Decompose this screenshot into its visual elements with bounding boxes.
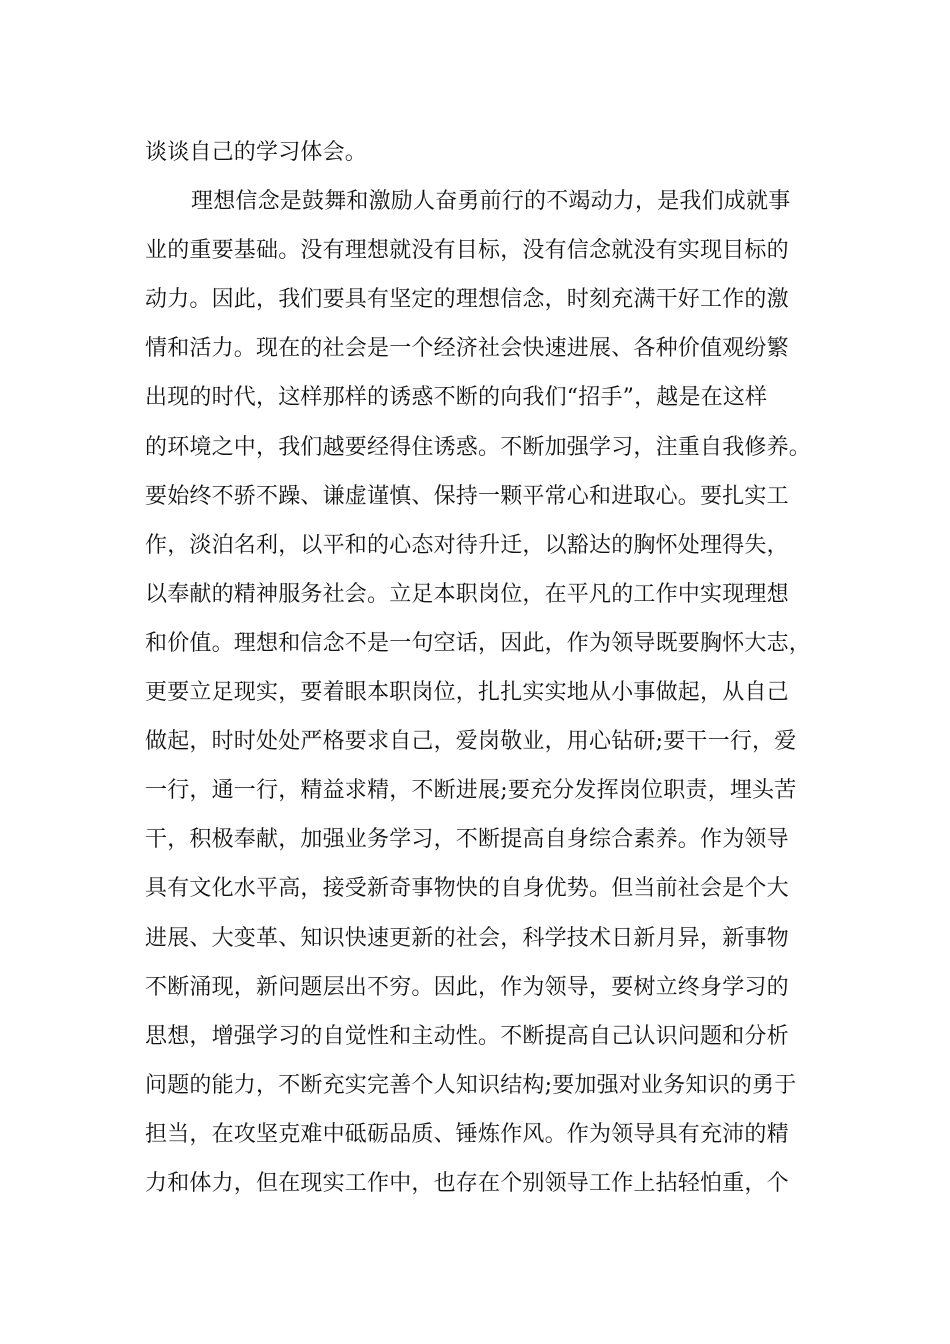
text-line: 不断涌现，新问题层出不穷。因此，作为领导，要树立终身学习的 xyxy=(145,974,789,1000)
text-line: 做起，时时处处严格要求自己，爱岗敬业，用心钻研;要干一行，爱 xyxy=(145,729,797,755)
text-line: 要始终不骄不躁、谦虚谨慎、保持一颗平常心和进取心。要扎实工 xyxy=(145,483,789,509)
text-line: 的环境之中，我们越要经得住诱惑。不断加强学习，注重自我修养。 xyxy=(145,434,812,460)
text-line: 进展、大变革、知识快速更新的社会，科学技术日新月异，新事物 xyxy=(145,925,789,951)
text-line: 和价值。理想和信念不是一句空话，因此，作为领导既要胸怀大志， xyxy=(145,630,812,656)
text-line: 出现的时代，这样那样的诱惑不断的向我们“招手”，越是在这样 xyxy=(145,385,768,411)
body-text xyxy=(145,128,835,1208)
paragraph-start-line: 理想信念是鼓舞和激励人奋勇前行的不竭动力，是我们成就事 xyxy=(191,189,791,215)
text-line: 更要立足现实，要着眼本职岗位，扎扎实实地从小事做起，从自己 xyxy=(145,680,789,706)
text-line: 问题的能力，不断充实完善个人知识结构;要加强对业务知识的勇于 xyxy=(145,1072,797,1098)
text-line: 情和活力。现在的社会是一个经济社会快速进展、各种价值观纷繁 xyxy=(145,336,789,362)
text-line: 一行，通一行，精益求精，不断进展;要充分发挥岗位职责，埋头苦 xyxy=(145,778,797,804)
text-line: 谈谈自己的学习体会。 xyxy=(145,140,368,165)
text-line: 以奉献的精神服务社会。立足本职岗位，在平凡的工作中实现理想 xyxy=(145,581,789,607)
text-line: 业的重要基础。没有理想就没有目标，没有信念就没有实现目标的 xyxy=(145,238,789,264)
text-line: 力和体力，但在现实工作中，也存在个别领导工作上拈轻怕重，个 xyxy=(145,1170,789,1196)
text-line: 担当，在攻坚克难中砥砺品质、锤炼作风。作为领导具有充沛的精 xyxy=(145,1121,789,1147)
text-line: 干，积极奉献，加强业务学习，不断提高自身综合素养。作为领导 xyxy=(145,827,789,853)
text-line: 思想，增强学习的自觉性和主动性。不断提高自己认识问题和分析 xyxy=(145,1023,789,1049)
text-line: 作，淡泊名利，以平和的心态对待升迁，以豁达的胸怀处理得失， xyxy=(145,532,789,558)
text-line: 具有文化水平高，接受新奇事物快的自身优势。但当前社会是个大 xyxy=(145,876,789,902)
text-line: 动力。因此，我们要具有坚定的理想信念，时刻充满干好工作的激 xyxy=(145,287,789,313)
